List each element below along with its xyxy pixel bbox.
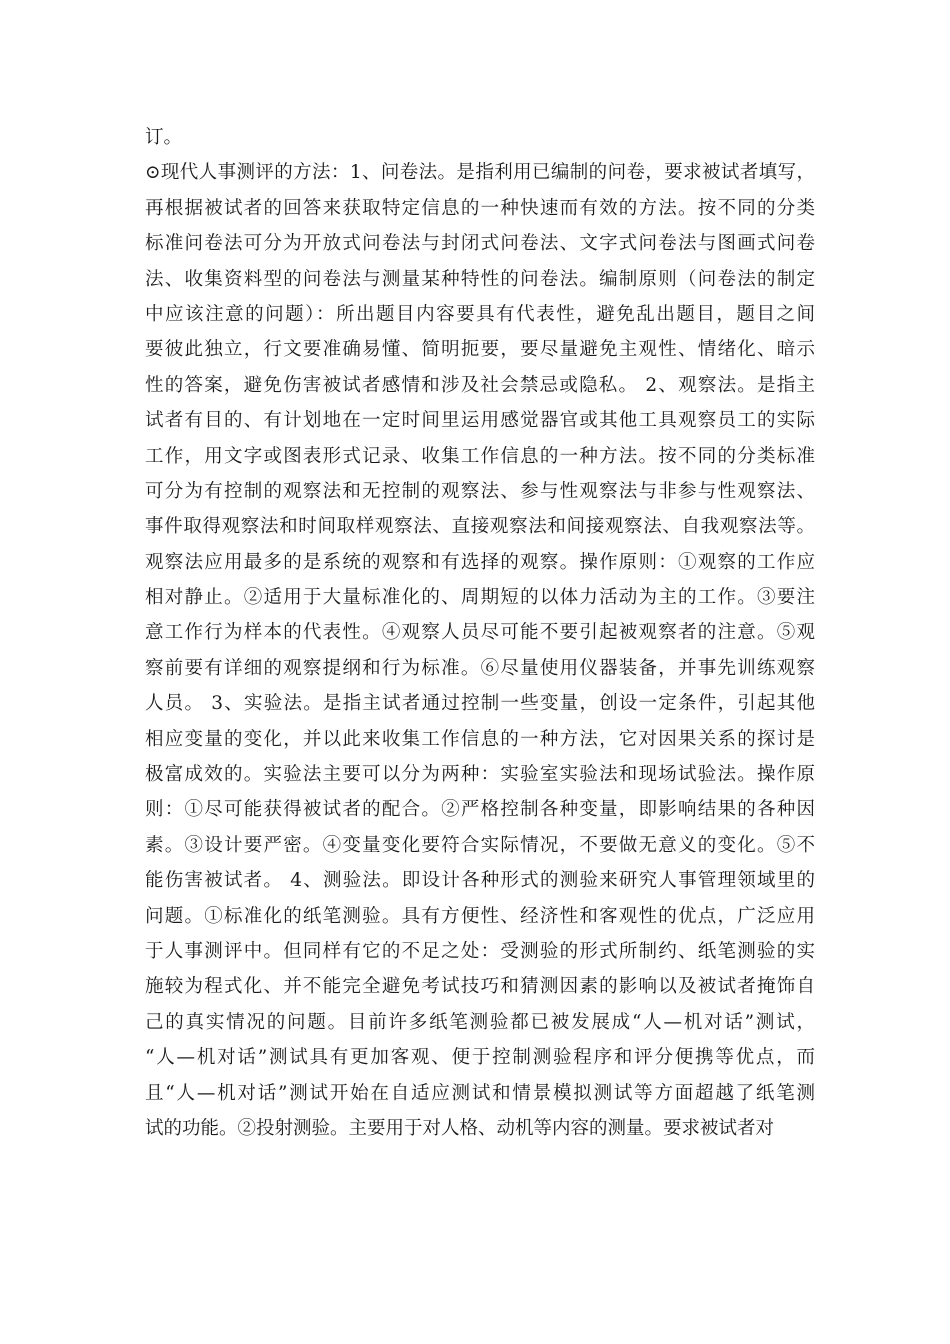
text-line: 可分为有控制的观察法和无控制的观察法、参与性观察法与非参与性观察法、 [145, 480, 815, 502]
text-line: 事件取得观察法和时间取样观察法、直接观察法和间接观察法、自我观察法等。 [145, 516, 815, 538]
text-line: 再根据被试者的回答来获取特定信息的一种快速而有效的方法。按不同的分类 [145, 197, 815, 219]
body-text [145, 120, 815, 1146]
text-line: 性的答案，避免伤害被试者感情和涉及社会禁忌或隐私。 2、观察法。是指主 [145, 374, 815, 396]
text-line: 极富成效的。实验法主要可以分为两种：实验室实验法和现场试验法。操作原 [145, 764, 815, 786]
text-line: 观察法应用最多的是系统的观察和有选择的观察。操作原则：①观察的工作应 [145, 551, 815, 573]
text-line: 则：①尽可能获得被试者的配合。②严格控制各种变量，即影响结果的各种因 [145, 799, 815, 821]
text-line: 试的功能。②投射测验。主要用于对人格、动机等内容的测量。要求被试者对 [145, 1117, 775, 1139]
text-line: 施较为程式化、并不能完全避免考试技巧和猜测因素的影响以及被试者掩饰自 [145, 976, 815, 998]
text-line: “人—机对话”测试具有更加客观、便于控制测验程序和评分便携等优点，而 [145, 1047, 815, 1069]
text-line: 己的真实情况的问题。目前许多纸笔测验都已被发展成“人—机对话”测试， [145, 1011, 815, 1033]
text-line: 相应变量的变化，并以此来收集工作信息的一种方法，它对因果关系的探讨是 [145, 728, 815, 750]
text-line: 要彼此独立，行文要准确易懂、简明扼要，要尽量避免主观性、情绪化、暗示 [145, 339, 815, 361]
text-line: 订。 [145, 127, 183, 148]
text-line: 法、收集资料型的问卷法与测量某种特性的问卷法。编制原则（问卷法的制定 [145, 268, 815, 290]
text-line: 中应该注意的问题）：所出题目内容要具有代表性，避免乱出题目，题目之间 [145, 303, 815, 325]
text-line: ⊙现代人事测评的方法：1、问卷法。是指利用已编制的问卷，要求被试者填写， [145, 162, 815, 184]
text-line: 素。③设计要严密。④变量变化要符合实际情况，不要做无意义的变化。⑤不 [145, 834, 815, 856]
text-line: 意工作行为样本的代表性。④观察人员尽可能不要引起被观察者的注意。⑤观 [145, 622, 815, 644]
text-line: 试者有目的、有计划地在一定时间里运用感觉器官或其他工具观察员工的实际 [145, 410, 815, 432]
text-line: 相对静止。②适用于大量标准化的、周期短的以体力活动为主的工作。③要注 [145, 587, 815, 609]
text-line: 标准问卷法可分为开放式问卷法与封闭式问卷法、文字式问卷法与图画式问卷 [145, 233, 815, 255]
text-line: 人员。 3、实验法。是指主试者通过控制一些变量，创设一定条件，引起其他 [145, 693, 815, 715]
text-line: 工作，用文字或图表形式记录、收集工作信息的一种方法。按不同的分类标准 [145, 445, 815, 467]
text-line: 问题。①标准化的纸笔测验。具有方便性、经济性和客观性的优点，广泛应用 [145, 905, 815, 927]
text-line: 能伤害被试者。 4、测验法。即设计各种形式的测验来研究人事管理领域里的 [145, 870, 815, 892]
text-line: 察前要有详细的观察提纲和行为标准。⑥尽量使用仪器装备，并事先训练观察 [145, 657, 815, 679]
text-line: 且“人—机对话”测试开始在自适应测试和情景模拟测试等方面超越了纸笔测 [145, 1082, 815, 1104]
text-line: 于人事测评中。但同样有它的不足之处：受测验的形式所制约、纸笔测验的实 [145, 940, 815, 962]
